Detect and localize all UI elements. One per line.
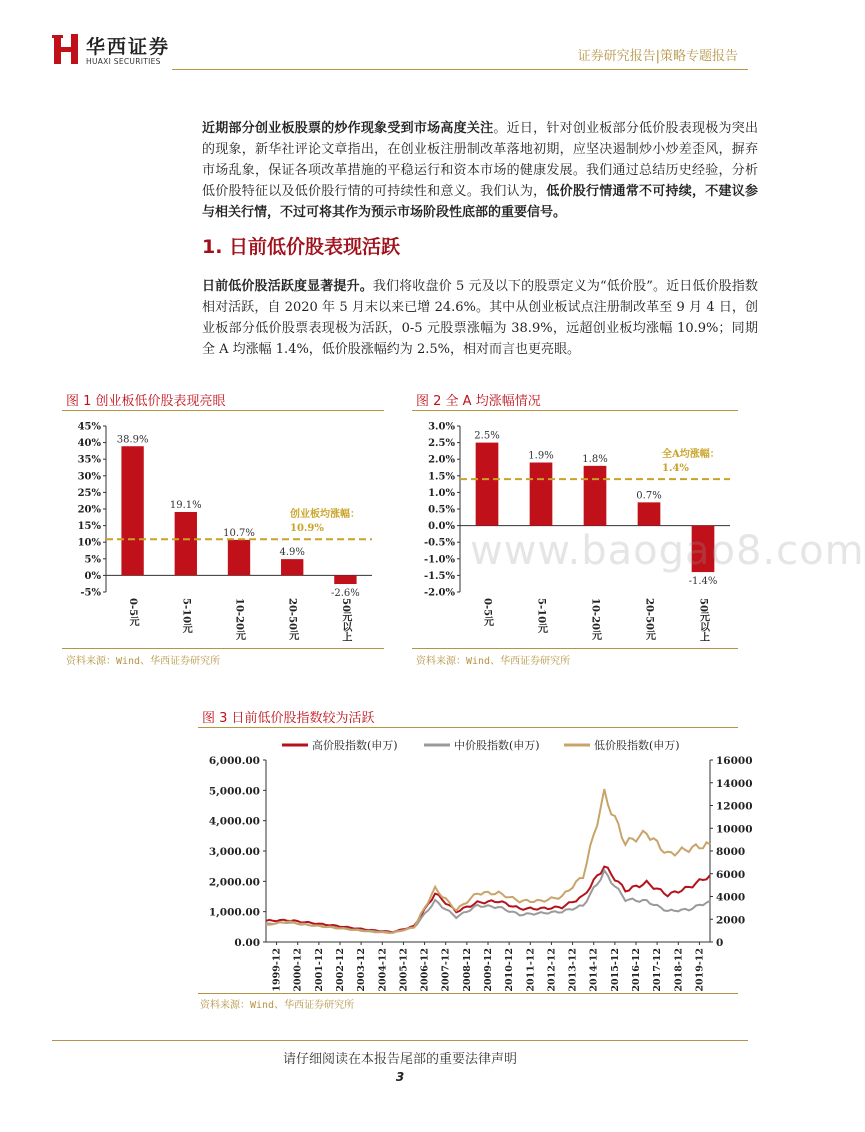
fig1-y-tick-label: 10% (77, 537, 101, 549)
fig3-y-left-tick-label: 4,000.00 (208, 815, 260, 828)
fig2-reference-label: 全A均涨幅： (662, 449, 720, 461)
fig3-x-tick-label: 2004-12 (377, 948, 389, 992)
fig1-y-tick-label: 35% (77, 454, 101, 466)
fig3-y-right-tick-label: 2000 (716, 914, 746, 927)
fig3-y-right-tick-label: 12000 (716, 800, 753, 813)
fig3-x-tick-label: 2013-12 (567, 948, 579, 992)
brand-name-en: HUAXI SECURITIES (86, 57, 161, 66)
fig1-y-tick-label: 25% (77, 487, 101, 499)
fig3-x-tick-label: 2015-12 (609, 948, 621, 992)
fig2-category-label: 10-20元 (589, 598, 601, 640)
legal-notice: 请仔细阅读在本报告尾部的重要法律声明 (282, 1052, 517, 1067)
report-type: 证券研究报告|策略专题报告 (577, 49, 738, 64)
fig2-category-label: 50元以上 (697, 598, 709, 642)
para2-bold-lead: 日前低价股活跃度显著提升。 (202, 279, 373, 294)
fig1-title: 图 1 创业板低价股表现亮眼 (66, 394, 226, 409)
fig3-x-tick-label: 2002-12 (335, 948, 346, 992)
fig1-y-tick-label: 20% (77, 504, 101, 516)
fig1-category-label: 0-5元 (127, 598, 139, 627)
fig3-x-tick-label: 2000-12 (292, 948, 304, 992)
watermark: www.baogao8.com (470, 528, 865, 574)
fig2-data-label: 0.7% (636, 490, 662, 502)
fig2-data-label: 1.8% (582, 453, 608, 465)
brand-name-cn: 华西证券 (86, 36, 171, 58)
fig3-legend-label: 低价股指数(申万) (594, 739, 680, 752)
intro-paragraph (202, 118, 758, 223)
fig3-top-rule (198, 727, 738, 728)
fig3-bottom-rule (198, 993, 738, 994)
fig3-x-tick-label: 2011-12 (525, 948, 537, 992)
fig1-y-tick-label: 45% (77, 421, 101, 433)
fig3-y-right-tick-label: 4000 (716, 891, 746, 904)
fig1-bar (334, 575, 356, 584)
fig2-category-label: 0-5元 (481, 598, 493, 627)
fig2-y-tick-label: -0.5% (423, 537, 455, 549)
fig2-y-tick-label: -2.0% (423, 587, 455, 599)
fig2-bar (638, 502, 661, 525)
fig2-data-label: 1.9% (528, 450, 554, 462)
fig1-y-tick-label: 0% (84, 570, 101, 582)
fig2-y-tick-label: 2.5% (428, 438, 455, 450)
fig2-y-tick-label: -1.0% (423, 554, 455, 566)
page-number: 3 (395, 1070, 405, 1084)
huaxi-logo-icon (52, 32, 80, 66)
fig2-bottom-rule (412, 648, 738, 649)
fig3-x-tick-label: 2006-12 (419, 948, 431, 992)
fig3-x-tick-label: 2016-12 (631, 948, 642, 992)
fig1-data-label: 4.9% (279, 547, 305, 559)
fig3-y-right-tick-label: 8000 (716, 846, 746, 858)
fig1-category-label: 50元以上 (339, 598, 351, 642)
fig3-y-left-tick-label: 5,000.00 (208, 785, 260, 798)
fig3-y-left-tick-label: 0.00 (234, 937, 260, 949)
page-header (0, 0, 800, 80)
section-title: 1. 日前低价股表现活跃 (202, 236, 401, 258)
fig3-x-tick-label: 2017-12 (652, 948, 664, 992)
fig1-y-tick-label: 30% (77, 471, 101, 483)
fig2-source: 资料来源：Wind、华西证券研究所 (416, 656, 571, 667)
fig3-line-chart (198, 730, 753, 992)
fig1-data-label: 19.1% (169, 499, 202, 511)
para2-body: 我们将收盘价 5 元及以下的股票定义为“低价股”。近日低价股指数相对活跃，自 2020 年 5 月末以来已增 24.6%。其中从创业板试点注册制改革至 9 月 4 日，创业板部分低价股票表现极为活跃，0-5 元股票涨幅为 38.9%，远超创业板均涨幅 10.9%；同期全 A 均涨幅 1.4%，低价股涨幅约为 2.5%，相对而言也更亮眼。 (202, 279, 758, 357)
fig3-y-right-tick-label: 0 (716, 937, 724, 949)
fig1-bar (175, 512, 197, 575)
fig1-bar (121, 446, 143, 575)
fig3-y-left-tick-label: 3,000.00 (208, 846, 260, 858)
fig1-bar-chart (62, 414, 384, 646)
fig1-source: 资料来源：Wind、华西证券研究所 (66, 656, 221, 667)
fig3-x-tick-label: 2001-12 (313, 948, 325, 992)
fig3-y-left-tick-label: 6,000.00 (208, 755, 260, 767)
fig1-top-rule (62, 410, 384, 411)
fig3-x-tick-label: 2018-12 (673, 948, 685, 992)
fig3-x-tick-label: 2019-12 (694, 948, 706, 992)
intro-body: 。近日，针对创业板部分低价股表现极为突出的现象，新华社评论文章指出，在创业板注册制改革落地初期，应坚决遏制炒小炒差歪风，摒弃市场乱象，保证各项改革措施的平稳运行和资本市场的健康发展。我们通过总结历史经验，分析低价股特征以及低价股行情的可持续性和意义。我们认为， (202, 121, 758, 199)
fig2-data-label: 2.5% (474, 430, 500, 442)
fig3-x-tick-label: 2012-12 (546, 948, 558, 992)
fig3-x-tick-label: 2014-12 (588, 948, 600, 992)
fig1-y-tick-label: 40% (77, 438, 101, 450)
fig2-data-label: -1.4% (688, 576, 718, 588)
fig2-y-tick-label: 0.0% (428, 521, 455, 533)
fig1-y-tick-label: 5% (84, 554, 101, 566)
fig3-y-right-tick-label: 10000 (716, 823, 753, 836)
fig3-legend-label: 中价股指数(申万) (454, 739, 540, 752)
fig2-y-tick-label: 1.0% (428, 487, 455, 499)
intro-conclusion: 低价股行情通常不可持续，不建议参与相关行情，不过可将其作为预示市场阶段性底部的重要信号。 (202, 184, 758, 220)
fig2-bar (476, 443, 499, 526)
fig1-category-label: 5-10元 (180, 598, 192, 634)
body-paragraph (202, 276, 758, 360)
fig1-bar (281, 559, 303, 575)
fig2-category-label: 5-10元 (535, 598, 547, 634)
fig2-title: 图 2 全 A 均涨幅情况 (416, 394, 541, 409)
fig3-x-tick-label: 2003-12 (356, 948, 368, 992)
fig2-y-tick-label: 2.0% (428, 454, 455, 466)
footer-divider (52, 1040, 748, 1041)
fig3-title: 图 3 日前低价股指数较为活跃 (202, 711, 375, 726)
fig1-reference-value: 10.9% (290, 523, 324, 535)
fig1-data-label: -2.6% (331, 588, 360, 600)
fig1-reference-label: 创业板均涨幅： (290, 509, 360, 521)
fig3-source: 资料来源：Wind、华西证券研究所 (200, 1000, 355, 1011)
intro-bold-lead: 近期部分创业板股票的炒作现象受到市场高度关注 (202, 121, 494, 136)
fig3-y-right-tick-label: 14000 (716, 777, 753, 790)
fig3-legend-label: 高价股指数(申万) (312, 739, 398, 752)
fig2-y-tick-label: 3.0% (428, 421, 455, 433)
fig2-bar (530, 463, 553, 526)
fig3-x-tick-label: 2009-12 (483, 948, 494, 992)
fig2-y-tick-label: -1.5% (423, 570, 455, 582)
fig1-bar (228, 540, 250, 576)
fig3-x-tick-label: 2010-12 (504, 948, 516, 992)
fig1-y-tick-label: -5% (80, 587, 101, 599)
fig1-y-tick-label: 15% (77, 521, 101, 533)
fig3-x-tick-label: 2007-12 (440, 948, 452, 992)
fig3-y-left-tick-label: 1,000.00 (208, 906, 260, 919)
fig1-category-label: 20-50元 (286, 598, 298, 640)
header-divider (172, 69, 748, 70)
fig1-data-label: 10.7% (223, 527, 255, 539)
fig3-x-tick-label: 1999-12 (271, 948, 283, 992)
fig1-category-label: 10-20元 (233, 598, 245, 640)
fig3-series-line (266, 789, 710, 933)
fig3-x-tick-label: 2008-12 (461, 948, 473, 992)
fig3-x-tick-label: 2005-12 (398, 948, 410, 992)
fig2-y-tick-label: 1.5% (428, 471, 455, 483)
fig1-data-label: 38.9% (116, 434, 149, 446)
fig3-y-right-tick-label: 16000 (716, 755, 753, 767)
fig2-reference-value: 1.4% (662, 463, 689, 475)
fig3-y-right-tick-label: 6000 (716, 868, 746, 881)
fig2-top-rule (412, 410, 738, 411)
fig2-category-label: 20-50元 (643, 598, 655, 640)
fig1-bottom-rule (62, 648, 384, 649)
fig2-bar (584, 466, 607, 526)
fig2-y-tick-label: 0.5% (428, 504, 455, 516)
fig3-y-left-tick-label: 2,000.00 (208, 876, 260, 889)
